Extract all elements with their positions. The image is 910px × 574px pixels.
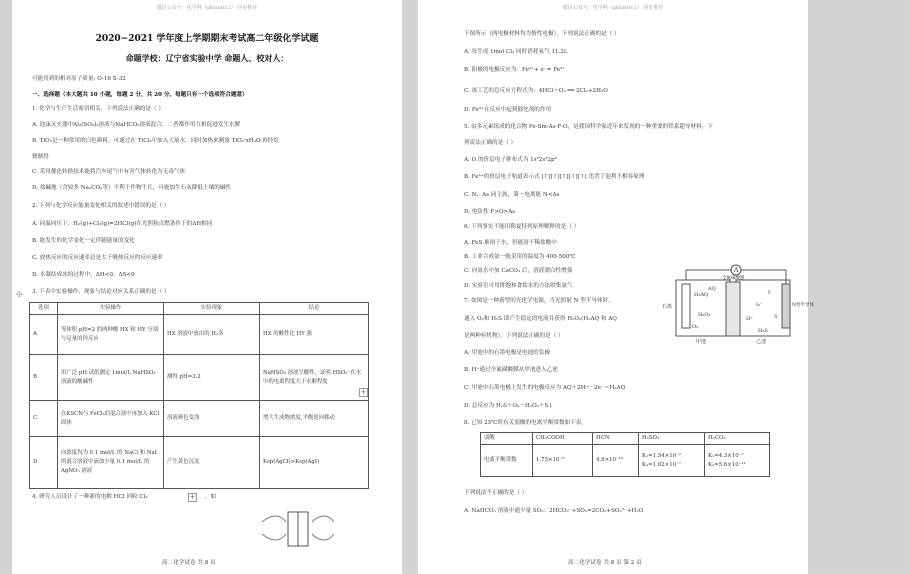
diagram-label: 乙池 <box>756 339 767 345</box>
diagram-label: H₂AQ <box>694 292 709 298</box>
table-header-cell: 实验现象 <box>164 303 260 315</box>
option-1b: B. TiO₂是一种常用的白色颜料，可通过在 TiCl₄中加入大量水，同时加热来制备 TiO₂·xH₂O,再经焙 <box>32 138 279 144</box>
diagram-label: I₃⁻ <box>756 302 763 308</box>
option-4a: A. 每生成 1mol Cl₂ 同时消耗氧气 11.2L <box>464 49 568 55</box>
table-cell: B <box>30 355 58 401</box>
diagram-label: N型半导体 <box>792 303 814 308</box>
diagram-label: H₂O₂ <box>698 312 711 318</box>
question-7-cont: 通入 O₂和 H₂S 即产生稳定的电流并获得 H₂O₂(H₂AQ 和 AQ <box>464 316 617 322</box>
table-row <box>30 401 369 437</box>
question-4: 4. 研究人员设计了一种新的电解 HCl 回收 Cl₂ <box>32 494 148 500</box>
question-3: 3. 下表中实验操作、现象与结论对应关系正确的是（ ） <box>32 289 170 295</box>
table-cell: NaHSO₃ 溶液呈酸性，证明 HSO₃⁻在水中的电离程度大于水解程度 <box>260 355 369 401</box>
table-cell: Ksp(AgCl)>Ksp(AgI) <box>260 437 369 489</box>
table-header-cell: 选项 <box>30 303 58 315</box>
table-row <box>30 355 369 401</box>
page-footer: 高二化学试卷 共 8 页 <box>162 560 216 566</box>
exam-subtitle: 命题学校：辽宁省实验中学 命题人、校对人： <box>125 53 289 63</box>
diagram-label: AQ <box>708 286 716 292</box>
add-content-icon[interactable]: + <box>189 493 196 501</box>
table-move-handle-icon[interactable]: ✣ <box>16 290 23 299</box>
option-5a: A. O 的价层电子排布式为 1s²2s²2p⁴ <box>464 157 557 163</box>
option-1b-cont: 烧制得 <box>32 154 49 160</box>
question-6: 6. 下列事实不能用勒夏特列原理解释的是（ ） <box>464 224 580 230</box>
option-6b: B. 工业合成氨一般采用的温度为 400-500℃ <box>464 254 576 260</box>
table-header-cell: H₂SO₃ <box>639 433 705 445</box>
option-2d: D. 水凝结成冰的过程中，ΔH<0、ΔS<0 <box>32 272 135 278</box>
question-8-prompt: 下列说法不正确的是（ ） <box>464 490 528 496</box>
option-7b: B. H⁺通过全氟磺酸膜从甲池进入乙池 <box>464 367 558 373</box>
diagram-label: 甲池 <box>696 339 707 345</box>
question-7: 7. 如图是一种新型的光化学电源，当光照射 N 型半导体时， <box>464 298 614 304</box>
table-cell: D <box>30 437 58 489</box>
table-cell: 溶液颜色变浅 <box>164 401 260 437</box>
table-cell: K₁=4.3×10⁻⁷ K₂=5.6×10⁻¹¹ <box>705 445 770 477</box>
option-2a: A. 同温同压下，H₂(g)+Cl₂(g)=2HCl(g)在光照和点燃条件下的ΔH相同 <box>32 221 213 227</box>
question-8: 8. 已知 25℃时有关弱酸的电离平衡常数如下表。 <box>464 420 587 426</box>
table-row <box>30 437 369 489</box>
table-header-cell: 实验操作 <box>58 303 164 315</box>
table-cell: 4.9×10⁻¹⁰ <box>593 445 639 477</box>
option-1d: D. 盐碱地（含较多 Na₂CO₃等）不利于作物生长，可施加生石灰降低土壤的碱性 <box>32 185 232 191</box>
electrolysis-diagram <box>232 508 352 550</box>
section-heading: 一、选择题（本大题共 10 小题，每题 2 分，共 20 分。每题只有一个选项符合题意） <box>32 92 248 98</box>
page-footer: 高二化学试卷 共 8 页 第 2 页 <box>568 560 642 566</box>
table-cell: 测得 pH=3.2 <box>164 355 260 401</box>
option-7d: D. 总反应为 H₂S＋O₂－H₂O₂＋S↓ <box>464 403 554 409</box>
experiment-table <box>29 302 369 489</box>
photochemical-cell-diagram <box>662 262 814 345</box>
exam-title: 2020−2021 学年度上学期期末考试高二年级化学试题 <box>95 34 319 44</box>
question-4-tail: ，如 <box>205 494 217 500</box>
table-cell: K₁=1.54×10⁻² K₂=1.02×10⁻⁷ <box>639 445 705 477</box>
table-cell: 在KSCN与 FeCl₃的混合液中再加入 KCl 固体 <box>58 401 164 437</box>
diagram-label: H₂S <box>758 328 768 334</box>
table-cell: 等体积 pH=2 的两种酸 HX 和 HY 分别与足量的锌反应 <box>58 315 164 355</box>
page-header: 微信公众号：化学网（gktan012） 同步推荐 <box>156 5 258 11</box>
table-cell: 产生黄色沉淀 <box>164 437 260 489</box>
table-row <box>30 315 369 355</box>
option-1a: A. 泡沫灭火器中Al₂(SO₄)₃溶液与NaHCO₃溶液混合，二者都作用互相促进发生水解 <box>32 122 241 128</box>
option-6d: D. 实验室可用排饱和食盐水的方法收集氯气 <box>464 283 573 289</box>
option-4c: C. 该工艺的总反应方程式为：4HCl＋O₂ ══ 2Cl₂+2H₂O <box>464 88 608 94</box>
document-page-2 <box>418 0 814 574</box>
table-header-row <box>481 433 770 445</box>
option-5c: C. N、As 同主族，第一电离能 N<As <box>464 192 560 198</box>
option-4d: D. Fe³⁺在反应中起到催化剂的作用 <box>464 107 552 113</box>
option-6a: A. FeS 难溶于水，但能溶于稀盐酸中 <box>464 240 557 246</box>
table-header-row <box>30 303 369 315</box>
question-7-cont2: 是两种有机物）。下列说法正确的是（ ） <box>464 333 564 339</box>
question-5: 5. 由多元素组成的化合物 Fe-Sm-As-F-O，是我国科学家近年来发现的一种重要的铁系超导材料，下 <box>464 124 713 130</box>
table-cell: 增大生成物浓度,平衡逆向移动 <box>260 401 369 437</box>
diagram-label: I⁻ <box>768 290 773 296</box>
table-cell: C <box>30 401 58 437</box>
question-5-cont: 列说法正确的是（ ） <box>464 140 517 146</box>
diagram-label: A <box>734 267 739 274</box>
diagram-label: H⁺ <box>746 316 753 322</box>
table-header-cell: CH₃COOH <box>533 433 593 445</box>
option-5d: D. 电负性 F>O>As <box>464 209 516 215</box>
option-6c: C. 向氨水中加 CaCO₃ 后，溶液漂白性增强 <box>464 268 573 274</box>
text-line: 可能用到的相对原子质量: O-16 S-32 <box>32 76 126 82</box>
diagram-label: O₂ <box>692 324 699 330</box>
option-7c: C. 甲池中石墨电极上发生的电极反应为 AQ＋2H⁺－2e⁻＝H₂AQ <box>464 385 626 391</box>
table-header-cell: 结论 <box>260 303 369 315</box>
diagram-label: 石墨 <box>662 304 673 310</box>
table-header-cell: 弱酸 <box>481 433 533 445</box>
table-cell: 用广泛 pH 试纸测定 1mol/L NaHSO₃ 溶液的酸碱性 <box>58 355 164 401</box>
option-8a: A. NaHCO₃ 溶液中通少量 SO₂：2HCO₃⁻+SO₂=2CO₂+SO₃²⁻+H₂O <box>464 508 644 514</box>
table-cell: A <box>30 315 58 355</box>
question-1: 1. 化学与生产生活密切相关，下列说法正确的是（ ） <box>32 106 164 112</box>
document-page-1 <box>12 0 402 574</box>
add-row-icon[interactable]: + <box>360 388 367 396</box>
table-header-cell: HCN <box>593 433 639 445</box>
option-2c: C. 放热反应的反应速率总是大于吸热反应的反应速率 <box>32 255 163 261</box>
option-7a: A. 甲池中的石墨电极是电池的负极 <box>464 350 550 356</box>
q4-continued: 下图所示（两电极材料均为惰性电极），下列说法正确的是（ ） <box>464 31 620 37</box>
option-4b: B. 阳极的电极反应为：Fe³⁺+ e⁻= Fe²⁺ <box>464 67 566 73</box>
option-5b: B. Fe³⁺的价层电子轨道表示式 [↑][↑][↑][↑][↑] 违背了泡利不相容原理 <box>464 174 645 180</box>
table-cell: 向浓度均为 0.1 mol/L 的 NaCl 和 NaI 的混合溶液中滴加少量 0.1 mol/L 的 AgNO₃ 溶液 <box>58 437 164 489</box>
table-row <box>481 445 770 477</box>
table-cell: HX 溶液中放出的 H₂多 <box>164 315 260 355</box>
table-header-cell: H₂CO₃ <box>705 433 770 445</box>
option-2b: B. 能发生的化学变化一定伴随能量的变化 <box>32 238 135 244</box>
option-1c: C. 采用催化转换技术能将汽车尾气中有害气体转化为无毒气体 <box>32 169 186 175</box>
page-header: 微信公众号：化学网（gktan012） 同步推荐 <box>562 5 664 11</box>
diagram-label: 全氟磺酸膜 <box>722 276 745 281</box>
question-2: 2. 下列与化学反应能量变化相关的叙述中错误的是（ ） <box>32 203 170 209</box>
table-cell: HX 的酸性比 HY 强 <box>260 315 369 355</box>
table-cell: 电离平衡常数 <box>481 445 533 477</box>
diagram-label: S <box>774 314 778 320</box>
table-cell: 1.75×10⁻⁵ <box>533 445 593 477</box>
ionization-constant-table <box>480 432 770 477</box>
